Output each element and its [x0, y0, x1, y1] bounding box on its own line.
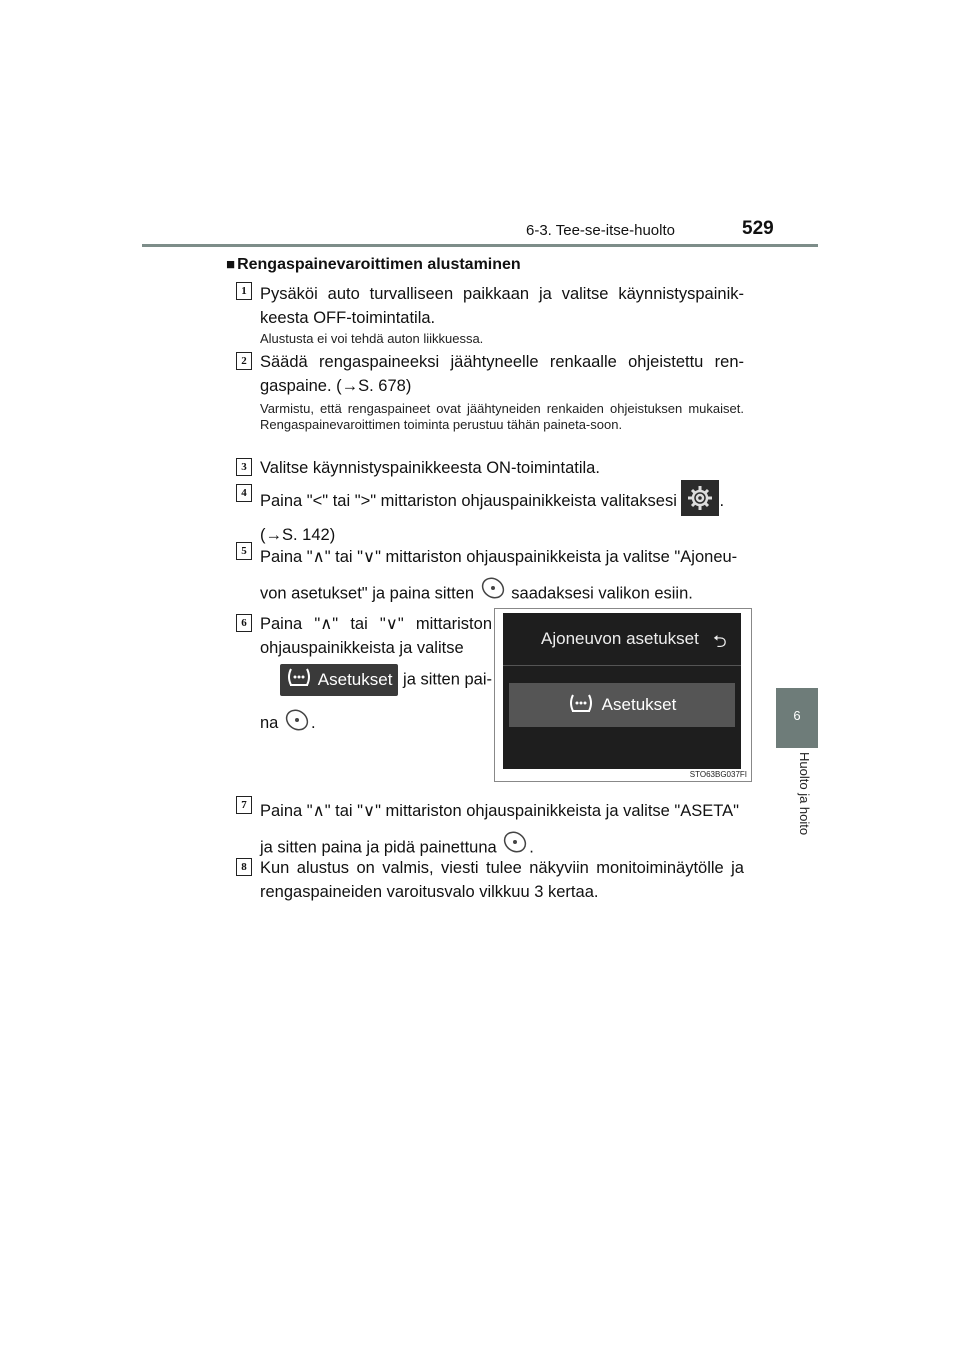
display-screen [503, 613, 741, 769]
screen-title: Ajoneuvon asetukset [541, 629, 699, 648]
section-heading: ■ Rengaspainevaroittimen alustaminen [226, 256, 521, 273]
chapter-label: Huolto ja hoito [797, 752, 812, 836]
step-number: 1 [236, 282, 252, 300]
step-number: 7 [236, 796, 252, 814]
step-text: Pysäköi auto turvalliseen paikkaan ja valitse käynnistyspainik-keesta OFF-toimintatila. [260, 285, 744, 327]
enter-button-icon [283, 706, 311, 741]
step-text: Paina "∧" tai "∨" mittariston ohjauspainikkeista ja valitse "Ajoneu- von asetukset" ja paina sitten saadaksesi valikon esiin. [260, 540, 744, 614]
step-text: Paina "∧" tai "∨" mittariston ohjauspainikkeista ja valitse Asetukset ja sitten pai- na . [260, 612, 492, 741]
display-illustration [494, 608, 752, 782]
step-text: Valitse käynnistyspainikkeesta ON-toimintatila. [260, 459, 600, 477]
step-number: 8 [236, 858, 252, 876]
back-arrow-icon: ⮌ [713, 632, 727, 651]
chapter-number: 6 [793, 708, 801, 723]
screen-menu-item: Asetukset [509, 683, 735, 727]
step-text: Paina "∧" tai "∨" mittariston ohjauspainikkeista ja valitse "ASETA" ja sitten paina ja pidä painettuna . [260, 794, 744, 868]
asetukset-menu-chip: Asetukset [280, 664, 399, 696]
step-text: Säädä rengaspaineeksi jäähtyneelle renkaalle ohjeistettu ren-gaspaine. (→S. 678) [260, 353, 744, 395]
tire-pressure-icon [568, 692, 594, 719]
header-rule [142, 244, 818, 247]
step-text: Paina "<" tai ">" mittariston ohjauspainikkeista valitaksesi . (→S. 142) [260, 480, 744, 547]
header-section: 6-3. Tee-se-itse-huolto [526, 222, 675, 239]
step-number: 6 [236, 614, 252, 632]
screen-divider [503, 665, 741, 666]
step-note: Alustusta ei voi tehdä auton liikkuessa. [260, 331, 484, 346]
step-number: 4 [236, 484, 252, 502]
step-note: Varmistu, että rengaspaineet ovat jäähtyneiden renkaiden ohjeistuksen mukaiset. Rengaspainevaroittimen toiminta perustuu tähän paineta-soon. [260, 401, 744, 432]
step-number: 3 [236, 458, 252, 476]
step-number: 2 [236, 352, 252, 370]
step-text: Kun alustus on valmis, viesti tulee näkyviin monitoiminäytölle ja rengaspaineiden varoitusvalo vilkkuu 3 kertaa. [260, 859, 744, 901]
gear-icon [681, 480, 719, 523]
figure-code: STO63BG037FI [689, 770, 747, 779]
tire-pressure-icon [286, 666, 312, 695]
step-number: 5 [236, 542, 252, 560]
chapter-tab [776, 688, 818, 748]
square-bullet-icon: ■ [226, 256, 236, 273]
page-number: 529 [742, 218, 774, 239]
